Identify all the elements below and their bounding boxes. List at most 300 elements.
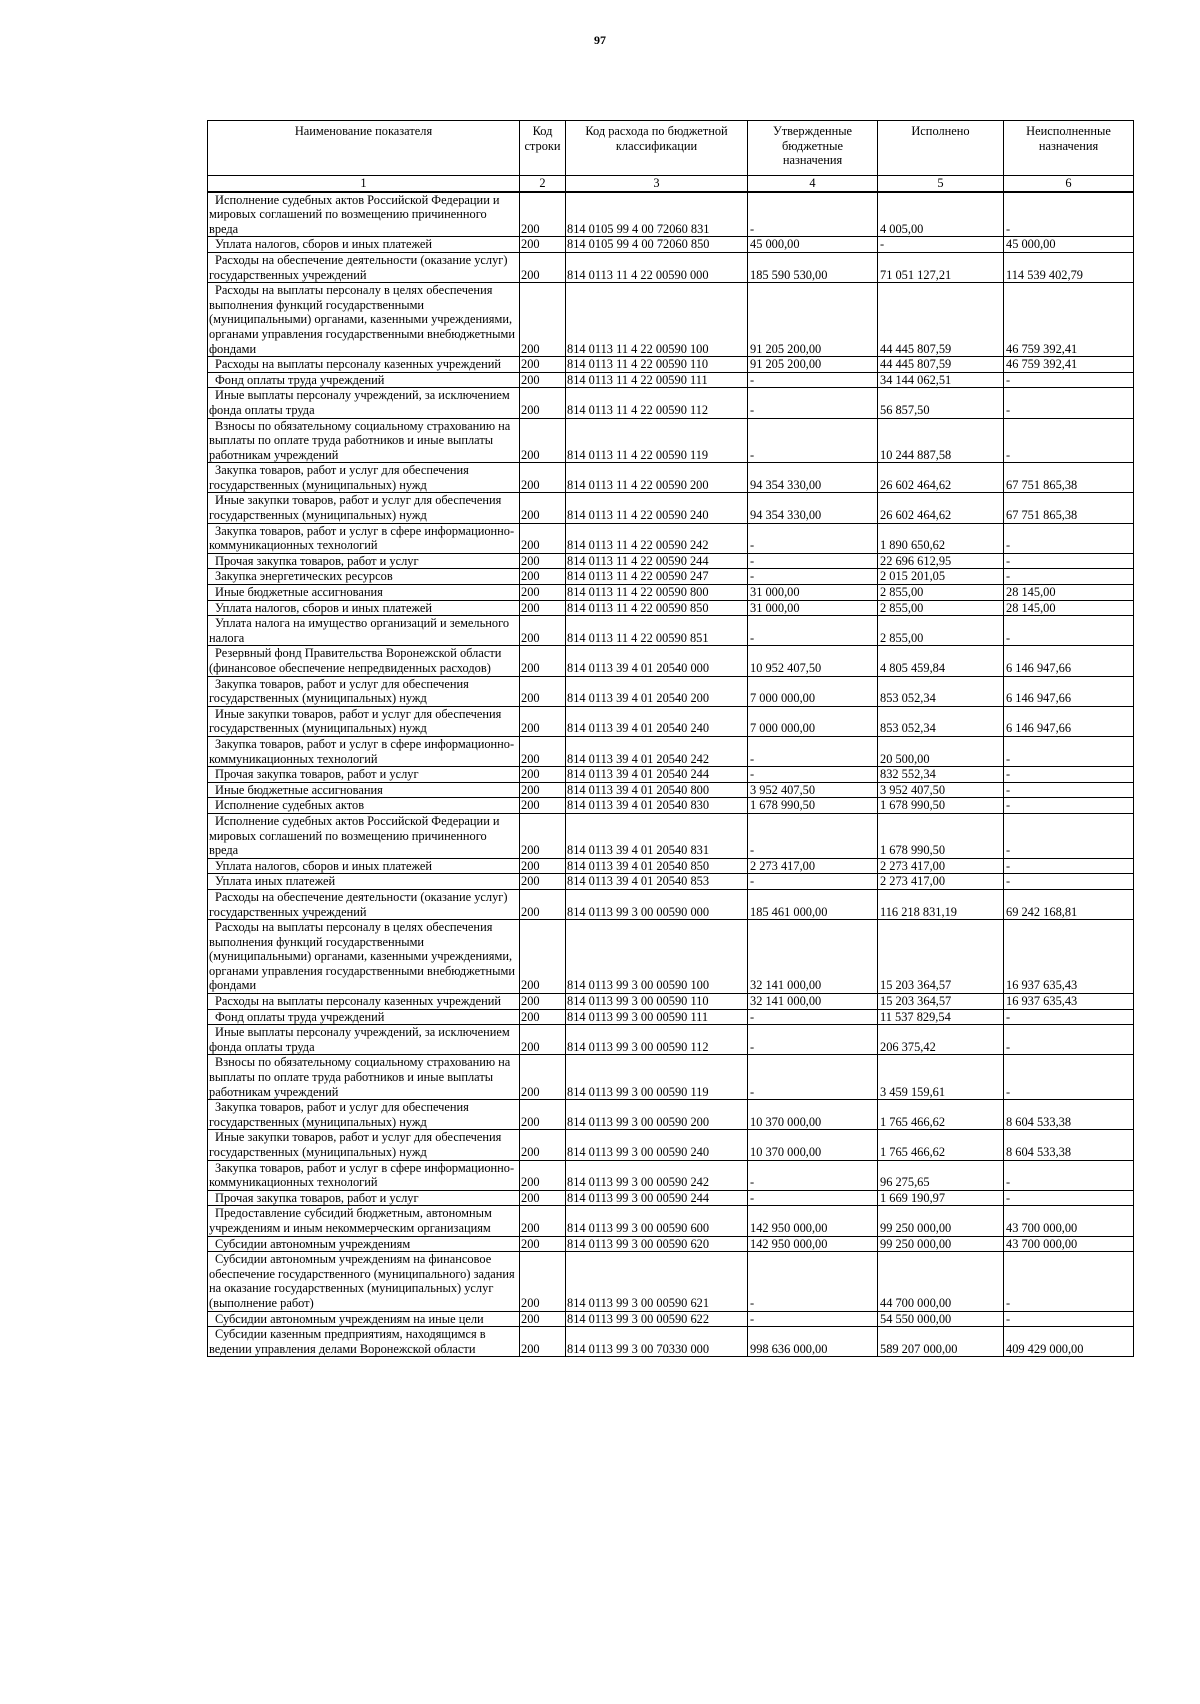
executed-amount-cell: 2 273 417,00 [878,858,1004,874]
table-row [208,1190,1134,1206]
unexecuted-amount-cell: 45 000,00 [1004,237,1134,253]
approved-amount-cell: 142 950 000,00 [748,1236,878,1252]
executed-amount-cell: 20 500,00 [878,736,1004,766]
column-number: 4 [748,176,878,192]
budget-code-cell: 814 0113 99 3 00 00590 242 [566,1160,748,1190]
approved-amount-cell: - [748,1160,878,1190]
budget-code-cell: 814 0113 11 4 22 00590 112 [566,388,748,418]
line-code-cell: 200 [520,357,566,373]
budget-code-cell: 814 0113 99 3 00 00590 112 [566,1025,748,1055]
budget-code-cell: 814 0113 99 3 00 00590 622 [566,1311,748,1327]
header-approved: Утвержденные бюджетные назначения [748,121,878,176]
indicator-name-cell: Взносы по обязательному социальному страхованию на выплаты по оплате труда работников и иные выплаты работникам учреждений [208,1055,520,1100]
line-code-cell: 200 [520,994,566,1010]
header-line-code: Код строки [520,121,566,176]
approved-amount-cell: - [748,874,878,890]
approved-amount-cell: 10 370 000,00 [748,1130,878,1160]
unexecuted-amount-cell: - [1004,569,1134,585]
table-row [208,1009,1134,1025]
indicator-name-cell: Прочая закупка товаров, работ и услуг [208,767,520,783]
indicator-name-cell: Уплата налогов, сборов и иных платежей [208,237,520,253]
indicator-name-cell: Расходы на выплаты персоналу в целях обеспечения выполнения функций государственными (муниципальными) органами, казенными учреждениями, органами управления государственными внебюджетными фондами [208,920,520,994]
approved-amount-cell: - [748,767,878,783]
budget-code-cell: 814 0113 11 4 22 00590 119 [566,418,748,463]
approved-amount-cell: - [748,1311,878,1327]
header-unexecuted: Неисполненные назначения [1004,121,1134,176]
column-number: 3 [566,176,748,192]
table-row [208,237,1134,253]
executed-amount-cell: 206 375,42 [878,1025,1004,1055]
indicator-name-cell: Предоставление субсидий бюджетным, автономным учреждениям и иным некоммерческим организациям [208,1206,520,1236]
indicator-name-cell: Закупка энергетических ресурсов [208,569,520,585]
executed-amount-cell: 56 857,50 [878,388,1004,418]
table-row [208,388,1134,418]
line-code-cell: 200 [520,283,566,357]
indicator-name-cell: Закупка товаров, работ и услуг для обеспечения государственных (муниципальных) нужд [208,676,520,706]
unexecuted-amount-cell: 8 604 533,38 [1004,1130,1134,1160]
budget-code-cell: 814 0113 11 4 22 00590 850 [566,600,748,616]
approved-amount-cell: 91 205 200,00 [748,357,878,373]
line-code-cell: 200 [520,372,566,388]
approved-amount-cell: - [748,372,878,388]
executed-amount-cell: 1 890 650,62 [878,523,1004,553]
budget-code-cell: 814 0113 39 4 01 20540 242 [566,736,748,766]
table-row [208,569,1134,585]
budget-code-cell: 814 0113 39 4 01 20540 000 [566,646,748,676]
line-code-cell: 200 [520,676,566,706]
table-row [208,1025,1134,1055]
executed-amount-cell: 2 855,00 [878,600,1004,616]
unexecuted-amount-cell: - [1004,523,1134,553]
executed-amount-cell: 2 855,00 [878,616,1004,646]
indicator-name-cell: Исполнение судебных актов Российской Федерации и мировых соглашений по возмещению причиненного вреда [208,192,520,237]
executed-amount-cell: 34 144 062,51 [878,372,1004,388]
line-code-cell: 200 [520,418,566,463]
table-row [208,676,1134,706]
table-header [208,121,1134,192]
header-budget-code: Код расхода по бюджетной классификации [566,121,748,176]
indicator-name-cell: Исполнение судебных актов [208,798,520,814]
table-row [208,1055,1134,1100]
line-code-cell: 200 [520,1055,566,1100]
line-code-cell: 200 [520,1160,566,1190]
line-code-cell: 200 [520,1100,566,1130]
budget-code-cell: 814 0113 99 3 00 00590 111 [566,1009,748,1025]
approved-amount-cell: - [748,616,878,646]
budget-code-cell: 814 0113 99 3 00 00590 200 [566,1100,748,1130]
approved-amount-cell: 91 205 200,00 [748,283,878,357]
approved-amount-cell: 7 000 000,00 [748,706,878,736]
budget-code-cell: 814 0113 39 4 01 20540 831 [566,813,748,858]
column-number: 5 [878,176,1004,192]
indicator-name-cell: Расходы на выплаты персоналу в целях обеспечения выполнения функций государственными (муниципальными) органами, казенными учреждениями, органами управления государственными внебюджетными фондами [208,283,520,357]
indicator-name-cell: Резервный фонд Правительства Воронежской области (финансовое обеспечение непредвиденных расходов) [208,646,520,676]
approved-amount-cell: 3 952 407,50 [748,782,878,798]
line-code-cell: 200 [520,1327,566,1357]
unexecuted-amount-cell: 6 146 947,66 [1004,706,1134,736]
budget-code-cell: 814 0113 11 4 22 00590 247 [566,569,748,585]
table-row [208,889,1134,919]
unexecuted-amount-cell: 16 937 635,43 [1004,920,1134,994]
line-code-cell: 200 [520,782,566,798]
budget-code-cell: 814 0113 11 4 22 00590 111 [566,372,748,388]
budget-code-cell: 814 0113 39 4 01 20540 850 [566,858,748,874]
table-row [208,1130,1134,1160]
indicator-name-cell: Фонд оплаты труда учреждений [208,372,520,388]
indicator-name-cell: Уплата иных платежей [208,874,520,890]
table-row [208,372,1134,388]
budget-code-cell: 814 0113 11 4 22 00590 242 [566,523,748,553]
indicator-name-cell: Иные закупки товаров, работ и услуг для обеспечения государственных (муниципальных) нужд [208,493,520,523]
budget-code-cell: 814 0113 39 4 01 20540 800 [566,782,748,798]
budget-code-cell: 814 0113 39 4 01 20540 830 [566,798,748,814]
line-code-cell: 200 [520,600,566,616]
unexecuted-amount-cell: - [1004,616,1134,646]
approved-amount-cell: - [748,1009,878,1025]
header-executed: Исполнено [878,121,1004,176]
approved-amount-cell: 32 141 000,00 [748,920,878,994]
page-number: 97 [594,33,606,47]
line-code-cell: 200 [520,553,566,569]
executed-amount-cell: 15 203 364,57 [878,920,1004,994]
line-code-cell: 200 [520,585,566,601]
unexecuted-amount-cell: 409 429 000,00 [1004,1327,1134,1357]
line-code-cell: 200 [520,1236,566,1252]
unexecuted-amount-cell: - [1004,736,1134,766]
indicator-name-cell: Расходы на выплаты персоналу казенных учреждений [208,994,520,1010]
table-row [208,553,1134,569]
indicator-name-cell: Прочая закупка товаров, работ и услуг [208,553,520,569]
line-code-cell: 200 [520,1311,566,1327]
budget-code-cell: 814 0113 39 4 01 20540 244 [566,767,748,783]
table-row [208,283,1134,357]
approved-amount-cell: 10 370 000,00 [748,1100,878,1130]
approved-amount-cell: 185 461 000,00 [748,889,878,919]
unexecuted-amount-cell: - [1004,1055,1134,1100]
approved-amount-cell: - [748,569,878,585]
budget-code-cell: 814 0113 99 3 00 00590 100 [566,920,748,994]
table-row [208,813,1134,858]
table-row [208,646,1134,676]
approved-amount-cell: - [748,736,878,766]
executed-amount-cell: 116 218 831,19 [878,889,1004,919]
executed-amount-cell: 1 765 466,62 [878,1100,1004,1130]
line-code-cell: 200 [520,889,566,919]
budget-code-cell: 814 0113 99 3 00 00590 119 [566,1055,748,1100]
budget-code-cell: 814 0113 11 4 22 00590 110 [566,357,748,373]
line-code-cell: 200 [520,616,566,646]
unexecuted-amount-cell: 16 937 635,43 [1004,994,1134,1010]
budget-code-cell: 814 0113 39 4 01 20540 240 [566,706,748,736]
approved-amount-cell: - [748,192,878,237]
executed-amount-cell: 44 445 807,59 [878,357,1004,373]
approved-amount-cell: 45 000,00 [748,237,878,253]
executed-amount-cell: 96 275,65 [878,1160,1004,1190]
line-code-cell: 200 [520,920,566,994]
indicator-name-cell: Расходы на выплаты персоналу казенных учреждений [208,357,520,373]
unexecuted-amount-cell: 114 539 402,79 [1004,252,1134,282]
indicator-name-cell: Иные бюджетные ассигнования [208,585,520,601]
table-row [208,616,1134,646]
executed-amount-cell: 853 052,34 [878,676,1004,706]
budget-code-cell: 814 0113 99 3 00 00590 600 [566,1206,748,1236]
executed-amount-cell: 1 765 466,62 [878,1130,1004,1160]
line-code-cell: 200 [520,1009,566,1025]
executed-amount-cell: 832 552,34 [878,767,1004,783]
unexecuted-amount-cell: - [1004,1009,1134,1025]
table-row [208,706,1134,736]
executed-amount-cell: 44 445 807,59 [878,283,1004,357]
table-row [208,1252,1134,1311]
approved-amount-cell: 7 000 000,00 [748,676,878,706]
budget-code-cell: 814 0113 11 4 22 00590 240 [566,493,748,523]
column-number: 1 [208,176,520,192]
unexecuted-amount-cell: - [1004,874,1134,890]
indicator-name-cell: Исполнение судебных актов Российской Федерации и мировых соглашений по возмещению причиненного вреда [208,813,520,858]
budget-code-cell: 814 0105 99 4 00 72060 831 [566,192,748,237]
unexecuted-amount-cell: 6 146 947,66 [1004,676,1134,706]
budget-code-cell: 814 0113 99 3 00 00590 620 [566,1236,748,1252]
line-code-cell: 200 [520,646,566,676]
executed-amount-cell: 15 203 364,57 [878,994,1004,1010]
table-row [208,858,1134,874]
budget-code-cell: 814 0113 99 3 00 00590 621 [566,1252,748,1311]
table-row [208,523,1134,553]
header-row [208,121,1134,176]
executed-amount-cell: 1 678 990,50 [878,798,1004,814]
line-code-cell: 200 [520,388,566,418]
approved-amount-cell: - [748,553,878,569]
budget-code-cell: 814 0105 99 4 00 72060 850 [566,237,748,253]
line-code-cell: 200 [520,736,566,766]
approved-amount-cell: - [748,1252,878,1311]
executed-amount-cell: 54 550 000,00 [878,1311,1004,1327]
approved-amount-cell: - [748,418,878,463]
table-row [208,798,1134,814]
unexecuted-amount-cell: - [1004,1252,1134,1311]
executed-amount-cell: 2 273 417,00 [878,874,1004,890]
executed-amount-cell: 4 805 459,84 [878,646,1004,676]
unexecuted-amount-cell: 69 242 168,81 [1004,889,1134,919]
line-code-cell: 200 [520,858,566,874]
budget-code-cell: 814 0113 11 4 22 00590 000 [566,252,748,282]
unexecuted-amount-cell: 6 146 947,66 [1004,646,1134,676]
line-code-cell: 200 [520,569,566,585]
unexecuted-amount-cell: - [1004,767,1134,783]
executed-amount-cell: 10 244 887,58 [878,418,1004,463]
budget-code-cell: 814 0113 11 4 22 00590 200 [566,463,748,493]
indicator-name-cell: Закупка товаров, работ и услуг для обеспечения государственных (муниципальных) нужд [208,463,520,493]
table-row [208,1236,1134,1252]
table-row [208,782,1134,798]
unexecuted-amount-cell: 67 751 865,38 [1004,463,1134,493]
approved-amount-cell: 2 273 417,00 [748,858,878,874]
line-code-cell: 200 [520,1206,566,1236]
indicator-name-cell: Иные закупки товаров, работ и услуг для обеспечения государственных (муниципальных) нужд [208,706,520,736]
budget-code-cell: 814 0113 11 4 22 00590 244 [566,553,748,569]
line-code-cell: 200 [520,706,566,736]
table-row [208,1327,1134,1357]
line-code-cell: 200 [520,798,566,814]
indicator-name-cell: Субсидии казенным предприятиям, находящимся в ведении управления делами Воронежской области [208,1327,520,1357]
unexecuted-amount-cell: - [1004,858,1134,874]
unexecuted-amount-cell: - [1004,553,1134,569]
indicator-name-cell: Уплата налогов, сборов и иных платежей [208,858,520,874]
approved-amount-cell: 94 354 330,00 [748,493,878,523]
unexecuted-amount-cell: - [1004,1311,1134,1327]
table-row [208,920,1134,994]
table-row [208,357,1134,373]
executed-amount-cell: 3 459 159,61 [878,1055,1004,1100]
executed-amount-cell: 99 250 000,00 [878,1206,1004,1236]
line-code-cell: 200 [520,523,566,553]
budget-execution-table [207,120,1134,1357]
unexecuted-amount-cell: - [1004,372,1134,388]
line-code-cell: 200 [520,463,566,493]
executed-amount-cell: 2 855,00 [878,585,1004,601]
indicator-name-cell: Иные бюджетные ассигнования [208,782,520,798]
executed-amount-cell: 853 052,34 [878,706,1004,736]
approved-amount-cell: 1 678 990,50 [748,798,878,814]
indicator-name-cell: Иные выплаты персоналу учреждений, за исключением фонда оплаты труда [208,388,520,418]
line-code-cell: 200 [520,1130,566,1160]
unexecuted-amount-cell: - [1004,1160,1134,1190]
approved-amount-cell: 31 000,00 [748,600,878,616]
unexecuted-amount-cell: - [1004,798,1134,814]
executed-amount-cell: 99 250 000,00 [878,1236,1004,1252]
executed-amount-cell: 22 696 612,95 [878,553,1004,569]
table-row [208,874,1134,890]
indicator-name-cell: Взносы по обязательному социальному страхованию на выплаты по оплате труда работников и иные выплаты работникам учреждений [208,418,520,463]
approved-amount-cell: - [748,1190,878,1206]
unexecuted-amount-cell: - [1004,1190,1134,1206]
table-row [208,1160,1134,1190]
indicator-name-cell: Закупка товаров, работ и услуг в сфере информационно-коммуникационных технологий [208,523,520,553]
executed-amount-cell: 589 207 000,00 [878,1327,1004,1357]
approved-amount-cell: 10 952 407,50 [748,646,878,676]
table-row [208,252,1134,282]
executed-amount-cell: 11 537 829,54 [878,1009,1004,1025]
column-number: 6 [1004,176,1134,192]
line-code-cell: 200 [520,874,566,890]
unexecuted-amount-cell: 43 700 000,00 [1004,1236,1134,1252]
indicator-name-cell: Уплата налогов, сборов и иных платежей [208,600,520,616]
executed-amount-cell: 26 602 464,62 [878,493,1004,523]
unexecuted-amount-cell: - [1004,192,1134,237]
table-row [208,767,1134,783]
indicator-name-cell: Иные выплаты персоналу учреждений, за исключением фонда оплаты труда [208,1025,520,1055]
budget-code-cell: 814 0113 11 4 22 00590 100 [566,283,748,357]
approved-amount-cell: 31 000,00 [748,585,878,601]
table-row [208,463,1134,493]
budget-code-cell: 814 0113 39 4 01 20540 853 [566,874,748,890]
indicator-name-cell: Закупка товаров, работ и услуг в сфере информационно-коммуникационных технологий [208,736,520,766]
budget-code-cell: 814 0113 99 3 00 00590 240 [566,1130,748,1160]
column-number: 2 [520,176,566,192]
indicator-name-cell: Иные закупки товаров, работ и услуг для обеспечения государственных (муниципальных) нужд [208,1130,520,1160]
table-row [208,736,1134,766]
unexecuted-amount-cell: 28 145,00 [1004,600,1134,616]
indicator-name-cell: Субсидии автономным учреждениям на иные цели [208,1311,520,1327]
unexecuted-amount-cell: 46 759 392,41 [1004,357,1134,373]
approved-amount-cell: 142 950 000,00 [748,1206,878,1236]
approved-amount-cell: - [748,1055,878,1100]
table-row [208,493,1134,523]
executed-amount-cell: 1 678 990,50 [878,813,1004,858]
executed-amount-cell: 4 005,00 [878,192,1004,237]
table-row [208,418,1134,463]
line-code-cell: 200 [520,1025,566,1055]
budget-code-cell: 814 0113 11 4 22 00590 851 [566,616,748,646]
table-row [208,585,1134,601]
budget-code-cell: 814 0113 99 3 00 00590 110 [566,994,748,1010]
line-code-cell: 200 [520,767,566,783]
budget-code-cell: 814 0113 99 3 00 70330 000 [566,1327,748,1357]
unexecuted-amount-cell: - [1004,388,1134,418]
indicator-name-cell: Фонд оплаты труда учреждений [208,1009,520,1025]
budget-code-cell: 814 0113 11 4 22 00590 800 [566,585,748,601]
line-code-cell: 200 [520,192,566,237]
line-code-cell: 200 [520,813,566,858]
unexecuted-amount-cell: - [1004,418,1134,463]
executed-amount-cell: - [878,237,1004,253]
executed-amount-cell: 71 051 127,21 [878,252,1004,282]
table-row [208,1100,1134,1130]
budget-code-cell: 814 0113 39 4 01 20540 200 [566,676,748,706]
table-row [208,1206,1134,1236]
line-code-cell: 200 [520,237,566,253]
unexecuted-amount-cell: 8 604 533,38 [1004,1100,1134,1130]
approved-amount-cell: 32 141 000,00 [748,994,878,1010]
indicator-name-cell: Субсидии автономным учреждениям [208,1236,520,1252]
table-row [208,600,1134,616]
line-code-cell: 200 [520,1252,566,1311]
executed-amount-cell: 44 700 000,00 [878,1252,1004,1311]
budget-code-cell: 814 0113 99 3 00 00590 244 [566,1190,748,1206]
indicator-name-cell: Расходы на обеспечение деятельности (оказание услуг) государственных учреждений [208,252,520,282]
budget-code-cell: 814 0113 99 3 00 00590 000 [566,889,748,919]
indicator-name-cell: Расходы на обеспечение деятельности (оказание услуг) государственных учреждений [208,889,520,919]
unexecuted-amount-cell: 67 751 865,38 [1004,493,1134,523]
executed-amount-cell: 2 015 201,05 [878,569,1004,585]
header-indicator-name: Наименование показателя [208,121,520,176]
approved-amount-cell: 998 636 000,00 [748,1327,878,1357]
line-code-cell: 200 [520,1190,566,1206]
indicator-name-cell: Закупка товаров, работ и услуг в сфере информационно-коммуникационных технологий [208,1160,520,1190]
unexecuted-amount-cell: 28 145,00 [1004,585,1134,601]
approved-amount-cell: 185 590 530,00 [748,252,878,282]
unexecuted-amount-cell: - [1004,813,1134,858]
indicator-name-cell: Прочая закупка товаров, работ и услуг [208,1190,520,1206]
unexecuted-amount-cell: - [1004,1025,1134,1055]
unexecuted-amount-cell: 43 700 000,00 [1004,1206,1134,1236]
table-row [208,994,1134,1010]
unexecuted-amount-cell: - [1004,782,1134,798]
approved-amount-cell: 94 354 330,00 [748,463,878,493]
line-code-cell: 200 [520,493,566,523]
approved-amount-cell: - [748,813,878,858]
table-row [208,192,1134,237]
line-code-cell: 200 [520,252,566,282]
executed-amount-cell: 26 602 464,62 [878,463,1004,493]
indicator-name-cell: Закупка товаров, работ и услуг для обеспечения государственных (муниципальных) нужд [208,1100,520,1130]
indicator-name-cell: Субсидии автономным учреждениям на финансовое обеспечение государственного (муниципального) задания на оказание государственных (муниципальных) услуг (выполнение работ) [208,1252,520,1311]
unexecuted-amount-cell: 46 759 392,41 [1004,283,1134,357]
executed-amount-cell: 3 952 407,50 [878,782,1004,798]
table-row [208,1311,1134,1327]
table-body [208,192,1134,1357]
executed-amount-cell: 1 669 190,97 [878,1190,1004,1206]
